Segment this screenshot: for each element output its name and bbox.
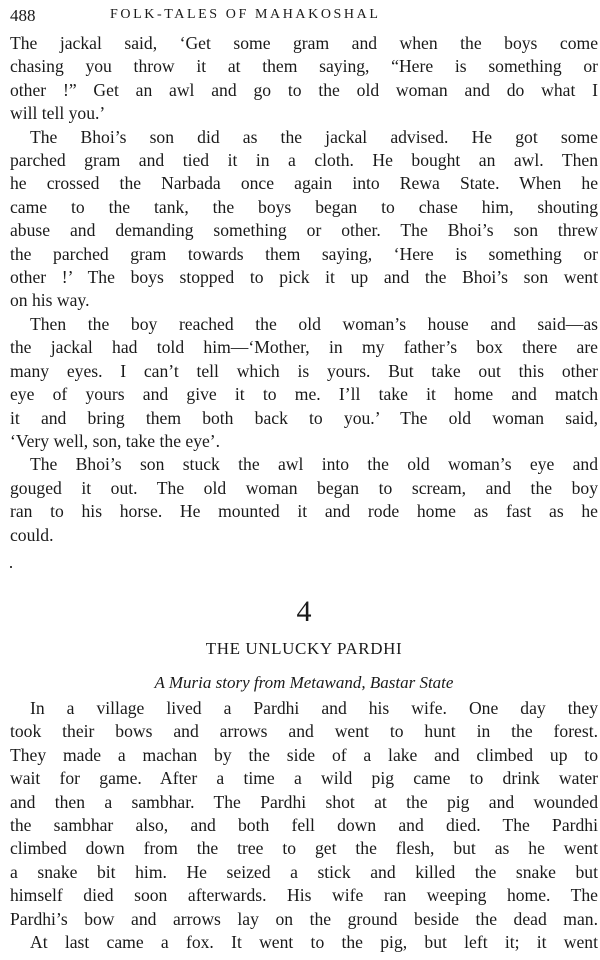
paragraph <box>10 453 598 547</box>
paragraph <box>10 32 598 126</box>
text-line: himself died soon afterwards. His wife ran weeping home. The <box>10 885 598 906</box>
text-line: and then a sambhar. The Pardhi shot at the pig and wounded <box>10 791 598 812</box>
text-line: They made a machan by the side of a lake and climbed up to <box>10 744 598 765</box>
text-line: will tell you.’ <box>10 103 106 124</box>
paragraph <box>10 313 598 453</box>
paragraph <box>10 126 598 313</box>
page-header <box>10 4 598 32</box>
text-line: many eyes. I can’t tell which is yours. But take out this other <box>10 360 598 381</box>
book-page <box>10 4 598 954</box>
text-line: climbed down from the tree to get the flesh, but as he went <box>10 838 598 859</box>
text-line: other !” Get an awl and go to the old woman and do what I <box>10 79 598 100</box>
text-line: the jackal had told him—‘Mother, in my father’s box there are <box>10 337 598 358</box>
text-line: came to the tank, the boys began to chase him, shouting <box>10 196 598 217</box>
text-line: wait for game. After a time a wild pig came to drink water <box>10 768 598 789</box>
text-line: he crossed the Narbada once again into Rewa State. When he <box>10 173 598 194</box>
paragraph <box>10 697 598 931</box>
story-number: 4 <box>296 594 312 628</box>
text-line: it and bring them both back to you.’ The old woman said, <box>10 407 598 428</box>
text-line: In a village lived a Pardhi and his wife. One day they <box>30 697 598 718</box>
story-title: THE UNLUCKY PARDHI <box>205 638 403 658</box>
paragraph <box>10 931 598 954</box>
text-line: the sambhar also, and both fell down and died. The Pardhi <box>10 814 598 835</box>
text-line: parched gram and tied it in a cloth. He bought an awl. Then <box>10 150 598 171</box>
text-line: The Bhoi’s son did as the jackal advised. He got some <box>30 126 598 147</box>
text-line: The jackal said, ‘Get some gram and when the boys come <box>10 33 598 53</box>
story-source: A Muria story from Metawand, Bastar State <box>154 672 454 692</box>
running-head: FOLK-TALES OF MAHAKOSHAL <box>110 7 381 22</box>
text-line: other !’ The boys stopped to pick it up and the Bhoi’s son went <box>10 267 598 288</box>
story-text <box>10 697 598 954</box>
text-line: eye of yours and give it to me. I’ll take it home and match <box>10 384 598 405</box>
text-line: took their bows and arrows and went to hunt in the forest. <box>10 721 598 742</box>
previous-story-text <box>10 32 598 547</box>
text-line: gouged it out. The old woman began to scream, and the boy <box>10 477 598 498</box>
print-speck <box>10 566 12 568</box>
text-line: ran to his horse. He mounted it and rode home as fast as he <box>10 501 598 522</box>
text-line: the parched gram towards them saying, ‘Here is something or <box>10 243 598 264</box>
text-line: on his way. <box>10 290 90 311</box>
text-line: abuse and demanding something or other. The Bhoi’s son threw <box>10 220 598 241</box>
text-line: ‘Very well, son, take the eye’. <box>10 430 221 451</box>
page-number: 488 <box>10 6 36 25</box>
text-line: The Bhoi’s son stuck the awl into the old woman’s eye and <box>30 454 598 475</box>
text-line: chasing you throw it at them saying, “Here is something or <box>10 56 598 77</box>
text-line: Pardhi’s bow and arrows lay on the ground beside the dead man. <box>10 908 598 929</box>
text-line: At last came a fox. It went to the pig, but left it; it went <box>30 932 598 952</box>
text-line: a snake bit him. He seized a stick and killed the snake but <box>10 861 598 882</box>
text-line: could. <box>10 524 54 545</box>
text-line: Then the boy reached the old woman’s house and said—as <box>30 313 598 334</box>
